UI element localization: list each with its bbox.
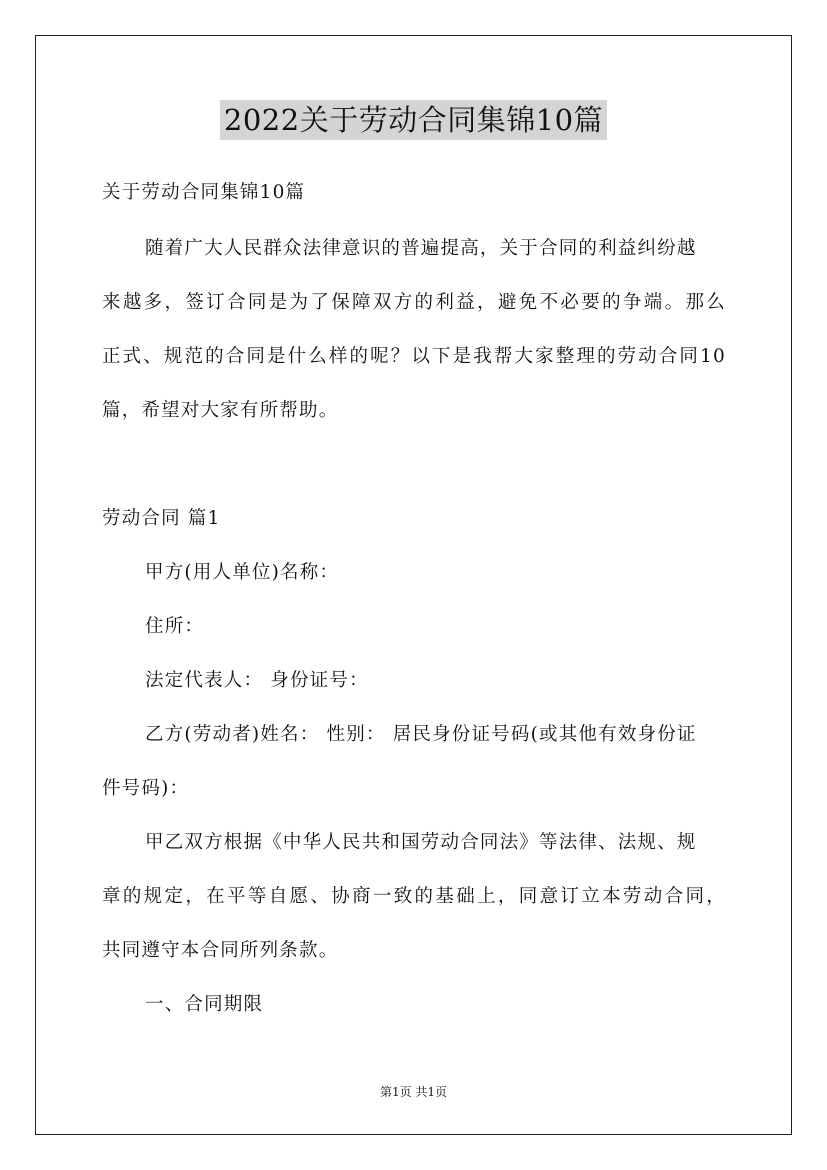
- intro-line-4: 篇，希望对大家有所帮助。: [102, 400, 339, 421]
- legal-representative: 法定代表人： 身份证号：: [145, 670, 369, 691]
- intro-line-3: 正式、规范的合同是什么样的呢？以下是我帮大家整理的劳动合同10: [102, 346, 726, 367]
- party-a-name: 甲方(用人单位)名称：: [145, 562, 340, 583]
- title-container: [0, 100, 827, 140]
- document-title: 2022关于劳动合同集锦10篇: [220, 100, 607, 140]
- intro-line-2: 来越多，签订合同是为了保障双方的利益，避免不必要的争端。那么: [102, 292, 726, 313]
- party-b-line-1: 乙方(劳动者)姓名： 性别： 居民身份证号码(或其他有效身份证: [145, 724, 697, 745]
- section-heading: 劳动合同 篇1: [102, 508, 221, 529]
- party-b-line-2: 件号码)：: [102, 778, 190, 799]
- basis-line-1: 甲乙双方根据《中华人民共和国劳动合同法》等法律、法规、规: [145, 832, 697, 853]
- intro-line-1: 随着广大人民群众法律意识的普遍提高，关于合同的利益纠纷越: [145, 238, 697, 259]
- basis-line-2: 章的规定，在平等自愿、协商一致的基础上，同意订立本劳动合同，: [102, 886, 726, 907]
- document-subtitle: 关于劳动合同集锦10篇: [102, 182, 306, 203]
- address-field: 住所：: [145, 616, 205, 637]
- page-footer: 第1页 共1页: [379, 1085, 448, 1099]
- basis-line-3: 共同遵守本合同所列条款。: [102, 940, 339, 961]
- clause-heading: 一、合同期限: [145, 994, 264, 1015]
